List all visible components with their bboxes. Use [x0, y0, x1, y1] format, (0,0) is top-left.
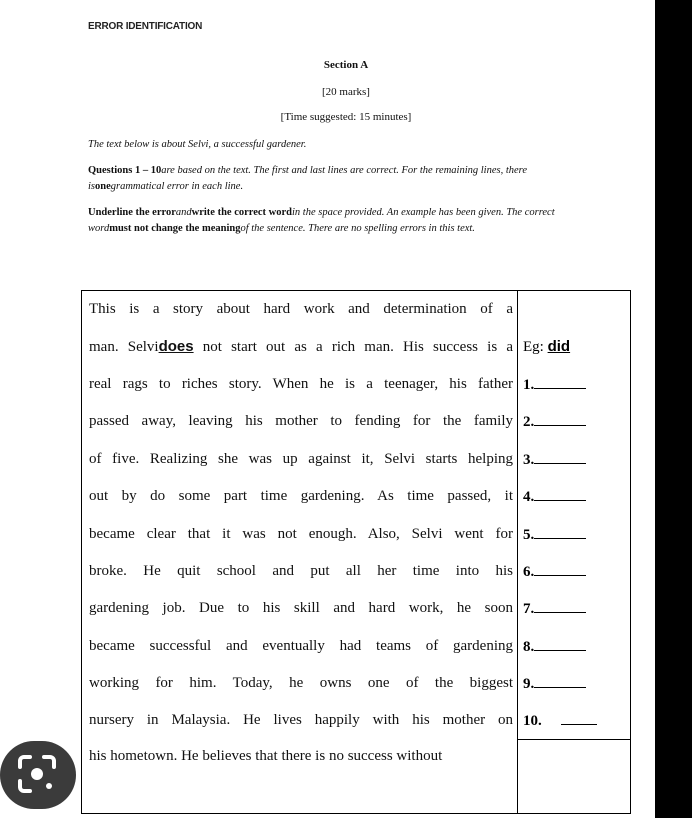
lens-button[interactable] — [0, 741, 76, 809]
passage-line: of five. Realizing she was up against it, Selvi starts helping — [82, 441, 518, 478]
answer-number: 7. — [523, 601, 535, 618]
answer-blank[interactable] — [534, 674, 586, 688]
answer-blank[interactable] — [534, 525, 586, 539]
table-row — [82, 328, 631, 365]
answer-cell[interactable] — [518, 366, 631, 403]
answer-cell-empty — [518, 740, 631, 814]
answer-cell[interactable] — [518, 628, 631, 665]
passage-line: real rags to riches story. When he is a teenager, his father — [82, 366, 518, 403]
passage-line: working for him. Today, he owns one of the biggest — [82, 665, 518, 702]
and-text: and — [175, 207, 192, 218]
underlined-error: does — [158, 338, 194, 356]
write-word-text: write the correct word — [191, 207, 293, 218]
table-row — [82, 515, 631, 552]
answer-cell[interactable] — [518, 441, 631, 478]
answer-number: 6. — [523, 563, 535, 580]
answer-blank[interactable] — [534, 487, 586, 501]
table-row — [82, 291, 631, 329]
time-suggested: [Time suggested: 15 minutes] — [280, 111, 412, 123]
one-emphasis: one — [95, 180, 111, 192]
answer-cell[interactable] — [518, 403, 631, 440]
passage-text: not start out as a rich man. His success is a — [193, 339, 513, 356]
answer-cell[interactable] — [518, 702, 631, 739]
answer-blank[interactable] — [534, 599, 586, 613]
intro-text: The text below is about Selvi, a successful gardener. — [88, 139, 307, 150]
answer-number: 1. — [523, 376, 535, 393]
underline-instruction — [88, 205, 583, 236]
answer-number: 10. — [523, 713, 542, 730]
answer-number: 4. — [523, 489, 535, 506]
lens-camera-icon — [14, 751, 60, 797]
table-row — [82, 553, 631, 590]
questions-range: Questions 1 – 10 — [88, 165, 162, 176]
passage-line: broke. He quit school and put all her time into his — [82, 553, 518, 590]
passage-line: became successful and eventually had teams of gardening — [82, 628, 518, 665]
table-row — [82, 702, 631, 739]
passage-line: out by do some part time gardening. As time passed, it — [82, 478, 518, 515]
table-row — [82, 590, 631, 627]
answer-blank[interactable] — [534, 450, 586, 464]
answer-number: 5. — [523, 526, 535, 543]
section-marks: [20 marks] — [322, 86, 370, 98]
answer-blank[interactable] — [534, 562, 586, 576]
table-row — [82, 366, 631, 403]
passage-line: nursery in Malaysia. He lives happily with his mother on — [82, 702, 518, 739]
questions-instruction — [88, 163, 583, 194]
error-identification-table — [81, 290, 631, 814]
answer-cell[interactable] — [518, 553, 631, 590]
answer-number: 8. — [523, 638, 535, 655]
table-row — [82, 740, 631, 814]
answer-cell-empty — [518, 291, 631, 329]
passage-line-example — [82, 328, 518, 365]
example-answer: did — [547, 338, 571, 356]
table-row — [82, 441, 631, 478]
questions-text-1: are based on the text. The first and last lines are correct. For the remaining lines, there is — [88, 165, 528, 192]
table-row — [82, 478, 631, 515]
section-title: Section A — [323, 59, 369, 71]
space-provided-text: in the space provided. An example has been given. The correct word — [88, 207, 555, 234]
table-row — [82, 403, 631, 440]
passage-line: passed away, leaving his mother to fending for the family — [82, 403, 518, 440]
answer-blank[interactable] — [561, 711, 597, 725]
no-spelling-text: of the sentence. There are no spelling errors in this text. — [240, 222, 475, 234]
page-header: ERROR IDENTIFICATION — [88, 21, 203, 32]
answer-number: 9. — [523, 676, 535, 693]
answer-cell[interactable] — [518, 478, 631, 515]
passage-line: his hometown. He believes that there is no success without — [82, 740, 518, 814]
answer-cell[interactable] — [518, 590, 631, 627]
table-row — [82, 628, 631, 665]
passage-line: gardening job. Due to his skill and hard work, he soon — [82, 590, 518, 627]
passage-line: became clear that it was not enough. Also, Selvi went for — [82, 515, 518, 552]
table-row — [82, 665, 631, 702]
answer-blank[interactable] — [534, 412, 586, 426]
passage-text: man. Selvi — [89, 339, 159, 356]
answer-cell[interactable] — [518, 665, 631, 702]
answer-cell[interactable] — [518, 515, 631, 552]
questions-text-2: grammatical error in each line. — [110, 180, 244, 192]
answer-blank[interactable] — [534, 375, 586, 389]
answer-number: 2. — [523, 414, 535, 431]
answer-number: 3. — [523, 451, 535, 468]
must-not-change-text: must not change the meaning — [109, 222, 241, 234]
answer-cell-example — [518, 328, 631, 365]
answer-blank[interactable] — [534, 637, 586, 651]
example-label: Eg: — [523, 339, 544, 356]
underline-error-text: Underline the error — [88, 207, 176, 218]
passage-line: This is a story about hard work and determination of a — [82, 291, 518, 329]
